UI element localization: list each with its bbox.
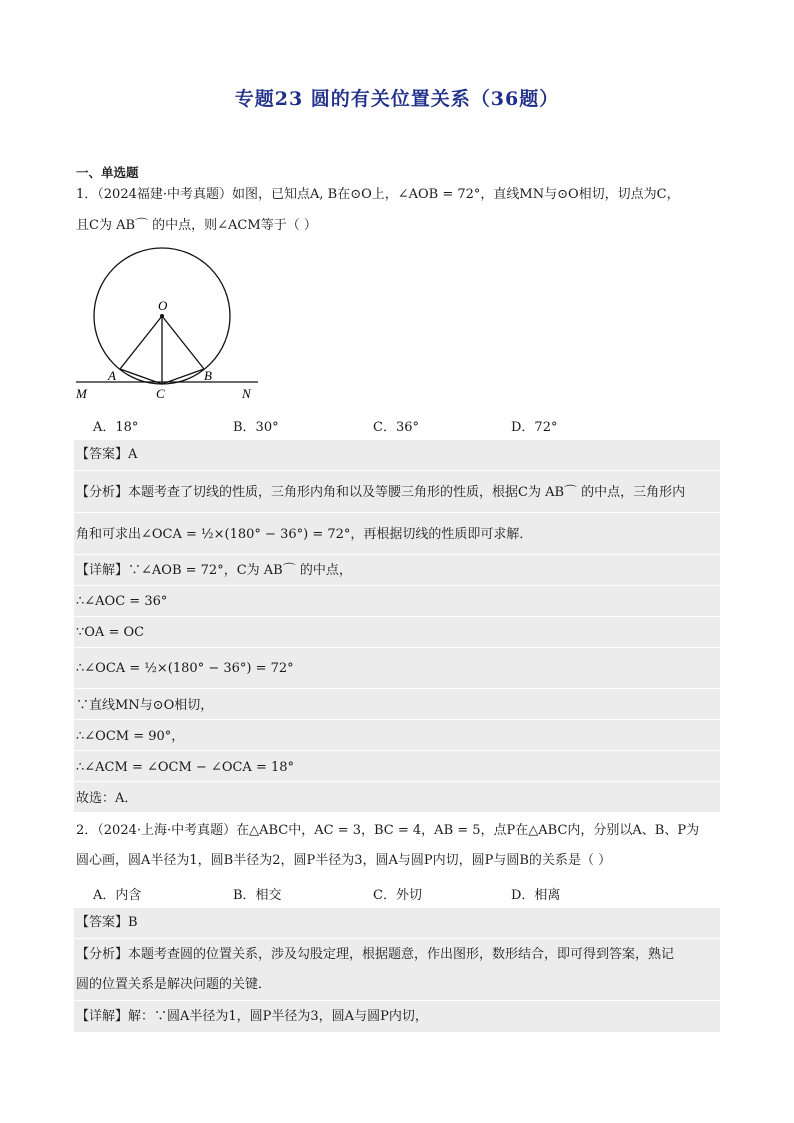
- q1-detail-line1: 【详解】∵∠AOB = 72°，C为 AB⌒ 的中点，: [76, 563, 352, 578]
- q1-stem-line1: 1．（2024福建·中考真题）如图，已知点A, B在⊙O上，∠AOB = 72°，直线MN与⊙O相切，切点为C，: [76, 187, 680, 202]
- q2-option-a: A．内含: [93, 888, 142, 903]
- q1-circle-figure: [72, 246, 272, 406]
- segment-ob: [162, 316, 204, 369]
- point-o: [160, 314, 164, 318]
- q1-option-b: B．30°: [233, 420, 279, 435]
- q1-analysis-line1: 【分析】本题考查了切线的性质，三角形内角和以及等腰三角形的性质，根据C为 AB⌒ 的中点，三角形内: [76, 485, 686, 500]
- q2-option-b: B．相交: [233, 888, 282, 903]
- q2-detail-line1: 【详解】解：∵圆A半径为1，圆P半径为3，圆A与圆P内切，: [76, 1009, 428, 1024]
- q1-detail-line6: ∴∠OCM = 90°，: [76, 729, 185, 744]
- q2-stem-line1: 2．（2024·上海·中考真题）在△ABC中，AC = 3，BC = 4，AB = 5，点P在△ABC内，分别以A、B、P为: [76, 823, 700, 838]
- q1-detail-line3: ∵OA = OC: [76, 625, 145, 640]
- q1-answer: 【答案】A: [76, 447, 138, 462]
- page-title: 专题23 圆的有关位置关系（36题）: [234, 88, 560, 110]
- q1-option-d: D．72°: [511, 420, 558, 435]
- q2-analysis-line2: 圆的位置关系是解决问题的关键．: [76, 977, 272, 992]
- q2-option-d: D．相离: [511, 888, 561, 903]
- q2-analysis-line1: 【分析】本题考查圆的位置关系，涉及勾股定理，根据题意，作出图形，数形结合，即可得到答案，熟记: [76, 947, 675, 962]
- q1-detail-line8: 故选：A．: [76, 791, 138, 806]
- label-b: B: [204, 368, 212, 383]
- label-o: O: [158, 298, 168, 313]
- section-heading: 一、单选题: [76, 165, 139, 180]
- q1-analysis-line2: 角和可求出∠OCA = ½×(180° − 36°) = 72°，再根据切线的性质即可求解．: [76, 527, 533, 542]
- q1-detail-line4: ∴∠OCA = ½×(180° − 36°) = 72°: [76, 661, 294, 676]
- label-m: M: [76, 386, 87, 401]
- q1-detail-line2: ∴∠AOC = 36°: [76, 594, 168, 609]
- label-a: A: [108, 368, 116, 383]
- q1-detail-line7: ∴∠ACM = ∠OCM − ∠OCA = 18°: [76, 760, 295, 775]
- q1-option-c: C．36°: [373, 420, 419, 435]
- q2-answer: 【答案】B: [76, 915, 138, 930]
- q2-option-c: C．外切: [373, 888, 422, 903]
- q2-stem-line2: 圆心画，圆A半径为1，圆B半径为2，圆P半径为3，圆A与圆P内切，圆P与圆B的关系是（ ）: [76, 853, 612, 868]
- label-c: C: [156, 386, 165, 401]
- q1-stem-line2: 且C为 AB⌒ 的中点，则∠ACM等于（ ）: [76, 218, 317, 233]
- q1-options: [93, 416, 557, 435]
- label-n: N: [242, 386, 251, 401]
- q1-detail-line5: ∵直线MN与⊙O相切，: [76, 698, 214, 713]
- q2-options: [93, 884, 560, 903]
- segment-oa: [120, 316, 162, 369]
- q1-option-a: A．18°: [93, 420, 139, 435]
